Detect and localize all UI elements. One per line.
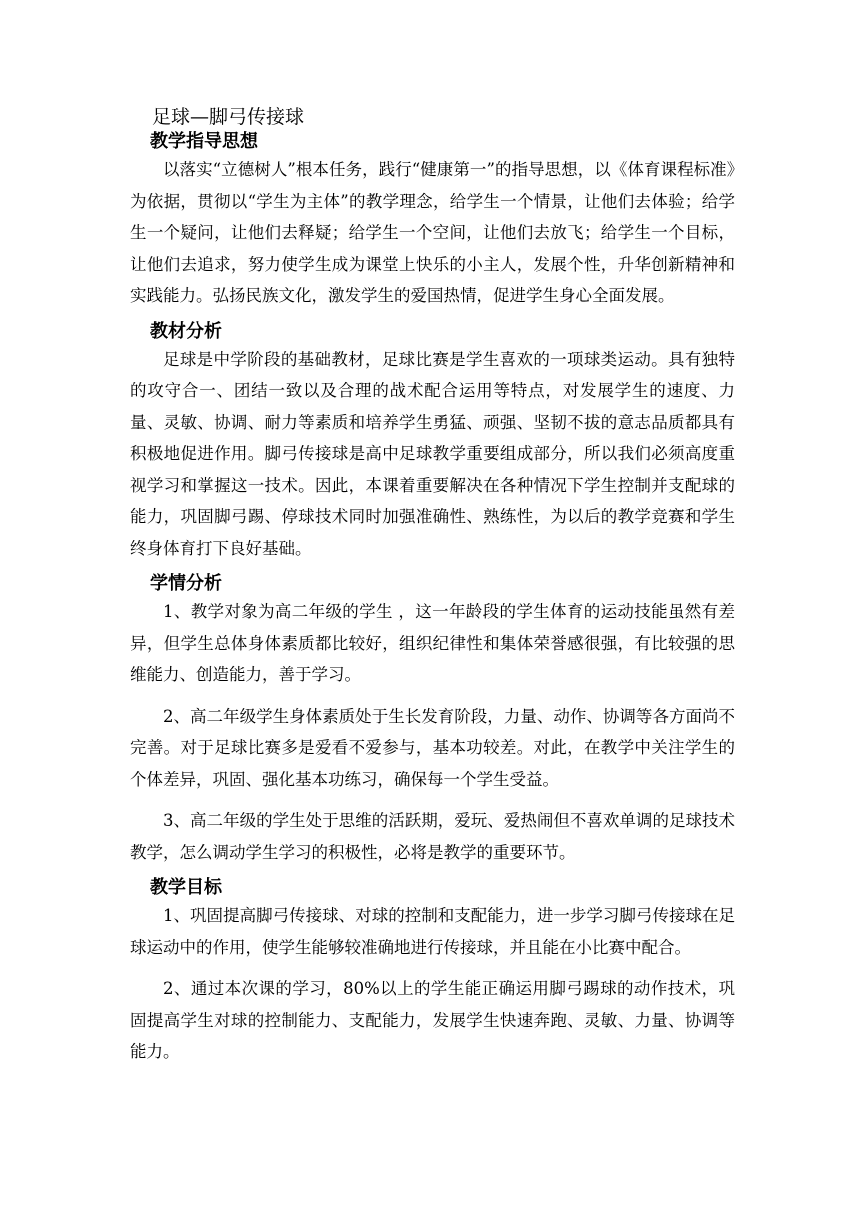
section-material-analysis xyxy=(130,320,735,565)
paragraph: 3、高二年级的学生处于思维的活跃期，爱玩、爱热闹但不喜欢单调的足球技术教学，怎么调动学生学习的积极性，必将是教学的重要环节。 xyxy=(130,811,735,862)
section-heading: 教材分析 xyxy=(150,320,222,342)
paragraph: 1、巩固提高脚弓传接球、对球的控制和支配能力，进一步学习脚弓传接球在足球运动中的作用，使学生能够较准确地进行传接球，并且能在小比赛中配合。 xyxy=(130,906,735,957)
section-student-analysis xyxy=(130,572,735,868)
paragraph: 以落实“立德树人”根本任务，践行“健康第一”的指导思想，以《体育课程标准》为依据，贯彻以“学生为主体”的教学理念，给学生一个情景，让他们去体验；给学生一个疑问，让他们去释疑；给学生一个空间，让他们去放飞；给学生一个目标，让他们去追求，努力使学生成为课堂上快乐的小主人，发展个性，升华创新精神和实践能力。弘扬民族文化，激发学生的爱国热情，促进学生身心全面发展。 xyxy=(130,160,735,305)
document-body xyxy=(130,104,735,1068)
section-teaching-goals xyxy=(130,876,735,1068)
paragraph: 足球是中学阶段的基础教材，足球比赛是学生喜欢的一项球类运动。具有独特的攻守合一、团结一致以及合理的战术配合运用等特点，对发展学生的速度、力量、灵敏、协调、耐力等素质和培养学生勇猛、顽强、坚韧不拔的意志品质都具有积极地促进作用。脚弓传接球是高中足球教学重要组成部分，所以我们必须高度重视学习和掌握这一技术。因此，本课着重要解决在各种情况下学生控制并支配球的能力，巩固脚弓踢、停球技术同时加强准确性、熟练性，为以后的教学竞赛和学生终身体育打下良好基础。 xyxy=(130,349,735,558)
section-guiding-ideology xyxy=(130,130,735,312)
section-heading: 教学目标 xyxy=(150,877,222,898)
paragraph: 1、教学对象为高二年级的学生 ，这一年龄段的学生体育的运动技能虽然有差异，但学生总体身体素质都比较好，组织纪律性和集体荣誉感很强，有比较强的思维能力、创造能力，善于学习。 xyxy=(130,602,735,684)
section-heading: 学情分析 xyxy=(150,573,222,594)
document-title: 足球—脚弓传接球 xyxy=(152,106,305,128)
paragraph: 2、通过本次课的学习，80%以上的学生能正确运用脚弓踢球的动作技术，巩固提高学生对球的控制能力、支配能力，发展学生快速奔跑、灵敏、力量、协调等能力。 xyxy=(130,979,735,1061)
section-heading: 教学指导思想 xyxy=(150,131,258,152)
paragraph: 2、高二年级学生身体素质处于生长发育阶段，力量、动作、协调等各方面尚不完善。对于足球比赛多是爱看不爱参与，基本功较差。对此，在教学中关注学生的个体差异，巩固、强化基本功练习，确保每一个学生受益。 xyxy=(130,706,735,789)
